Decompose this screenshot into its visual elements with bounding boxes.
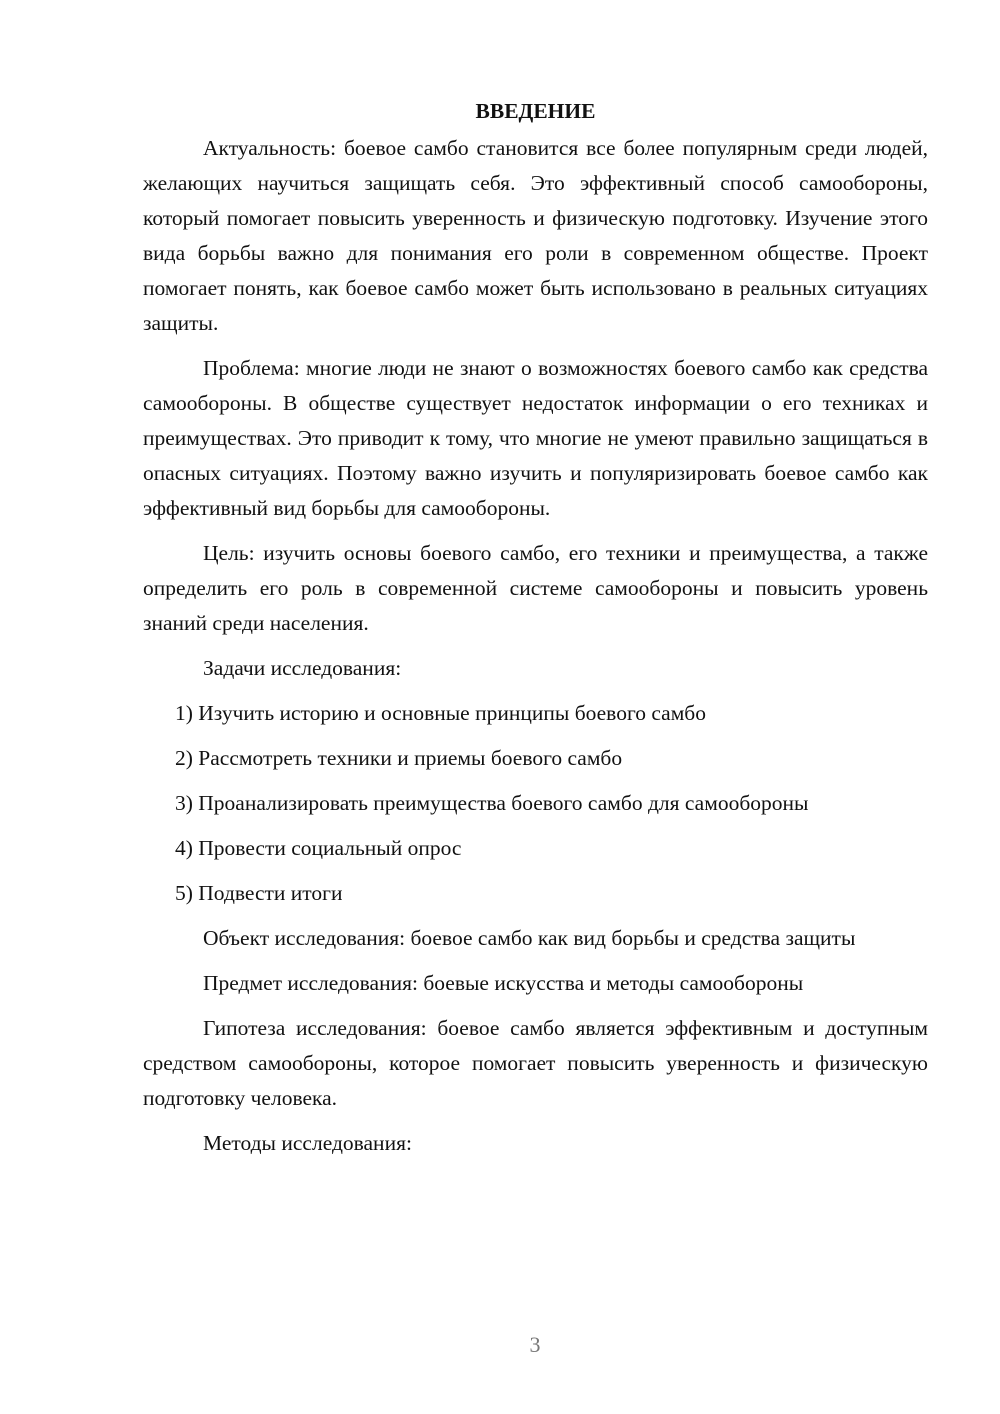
tasks-list	[143, 696, 928, 911]
problem-paragraph: Проблема: многие люди не знают о возможностях боевого самбо как средства самообороны. В обществе существует недостаток информации о его техниках и преимуществах. Это приводит к тому, что многие не умеют правильно защищаться в опасных ситуациях. Поэтому важно изучить и популяризировать боевое самбо как эффективный вид борьбы для самообороны.	[143, 356, 928, 520]
page-number: 3	[529, 1332, 541, 1357]
methods-heading: Методы исследования:	[203, 1131, 412, 1155]
page-title: ВВЕДЕНИЕ	[475, 99, 596, 123]
list-item: 2) Рассмотреть техники и приемы боевого самбо	[175, 746, 623, 770]
list-item: 3) Проанализировать преимущества боевого самбо для самообороны	[175, 791, 809, 815]
list-item: 5) Подвести итоги	[175, 881, 343, 905]
page-content	[143, 94, 928, 1171]
goal-paragraph: Цель: изучить основы боевого самбо, его техники и преимущества, а также определить его роль в современной системе самообороны и повысить уровень знаний среди населения.	[143, 541, 928, 635]
list-item: 1) Изучить историю и основные принципы боевого самбо	[175, 701, 706, 725]
subject-paragraph: Предмет исследования: боевые искусства и методы самообороны	[203, 971, 804, 995]
hypothesis-paragraph: Гипотеза исследования: боевое самбо является эффективным и доступным средством самообороны, которое помогает повысить уверенность и физическую подготовку человека.	[143, 1016, 928, 1110]
object-paragraph: Объект исследования: боевое самбо как вид борьбы и средства защиты	[203, 926, 856, 950]
relevance-paragraph: Актуальность: боевое самбо становится все более популярным среди людей, желающих научиться защищать себя. Это эффективный способ самообороны, который помогает повысить уверенность и физическую подготовку. Изучение этого вида борьбы важно для понимания его роли в современном обществе. Проект помогает понять, как боевое самбо может быть использовано в реальных ситуациях защиты.	[143, 136, 928, 335]
tasks-heading: Задачи исследования:	[203, 656, 402, 680]
list-item: 4) Провести социальный опрос	[175, 836, 462, 860]
